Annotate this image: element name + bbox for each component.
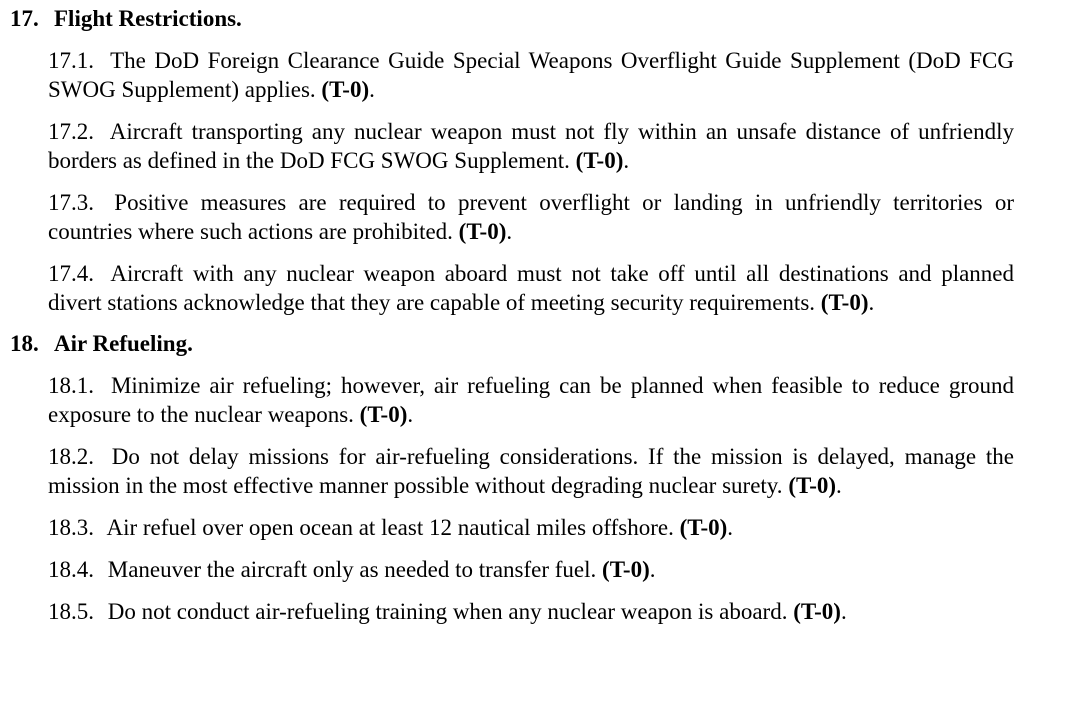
paragraph-number: 17.2. <box>48 119 94 144</box>
paragraph-text: Positive measures are required to prevent overflight or landing in unfriendly territories or countries where such actions are prohibited. <box>48 190 1014 244</box>
paragraph-text: Air refuel over open ocean at least 12 nautical miles offshore. <box>106 515 674 540</box>
paragraph-end: . <box>840 599 847 624</box>
section-title: Flight Restrictions. <box>54 6 242 31</box>
tier-tag: (T-0) <box>575 148 624 173</box>
paragraph-end: . <box>727 515 734 540</box>
section-number: 17. <box>10 6 39 31</box>
section-air-refueling <box>0 329 1088 626</box>
tier-tag: (T-0) <box>788 473 837 498</box>
paragraph-end: . <box>649 557 656 582</box>
paragraph-number: 17.4. <box>48 261 94 286</box>
paragraph-end: . <box>407 402 414 427</box>
section-title: Air Refueling. <box>54 331 193 356</box>
tier-tag: (T-0) <box>359 402 408 427</box>
paragraph-text: Do not conduct air-refueling training when any nuclear weapon is aboard. <box>107 599 788 624</box>
paragraph-text: The DoD Foreign Clearance Guide Special Weapons Overflight Guide Supplement (DoD FCG SWOG Supplement) applies. <box>48 48 1014 102</box>
tier-tag: (T-0) <box>679 515 728 540</box>
tier-tag: (T-0) <box>793 599 841 624</box>
paragraph-text: Maneuver the aircraft only as needed to transfer fuel. <box>107 557 597 582</box>
tier-tag: (T-0) <box>820 290 869 315</box>
paragraph-text: Minimize air refueling; however, air refueling can be planned when feasible to reduce ground exposure to the nuclear weapons. <box>48 373 1014 427</box>
paragraph-18-2 <box>0 442 1014 500</box>
paragraph-text: Aircraft transporting any nuclear weapon must not fly within an unsafe distance of unfriendly borders as defined in the DoD FCG SWOG Supplement. <box>48 119 1014 173</box>
paragraph-number: 18.1. <box>48 373 94 398</box>
paragraph-18-1 <box>0 371 1014 429</box>
paragraph-18-4 <box>0 555 1014 584</box>
paragraph-number: 18.2. <box>48 444 94 469</box>
paragraph-number: 18.5. <box>48 599 94 624</box>
paragraph-17-3 <box>0 188 1014 246</box>
paragraph-17-1 <box>0 46 1014 104</box>
paragraph-end: . <box>836 473 842 498</box>
paragraph-end: . <box>623 148 630 173</box>
paragraph-end: . <box>868 290 875 315</box>
paragraph-text: Do not delay missions for air-refueling considerations. If the mission is delayed, manage the mission in the most effective manner possible without degrading nuclear surety. <box>48 444 1015 498</box>
tier-tag: (T-0) <box>321 77 370 102</box>
section-flight-restrictions <box>0 4 1088 317</box>
paragraph-text: Aircraft with any nuclear weapon aboard must not take off until all destinations and planned divert stations acknowledge that they are capable of meeting security requirements. <box>48 261 1015 315</box>
paragraph-number: 17.3. <box>48 190 94 215</box>
paragraph-number: 18.4. <box>48 557 94 582</box>
paragraph-end: . <box>506 219 513 244</box>
tier-tag: (T-0) <box>458 219 507 244</box>
paragraph-18-3 <box>0 513 1014 542</box>
section-number: 18. <box>10 331 39 356</box>
paragraph-17-4 <box>0 259 1014 317</box>
paragraph-18-5 <box>0 597 1014 626</box>
section-heading <box>0 4 1088 34</box>
tier-tag: (T-0) <box>602 557 650 582</box>
paragraph-number: 17.1. <box>48 48 94 73</box>
paragraph-number: 18.3. <box>48 515 94 540</box>
section-heading <box>0 329 1088 359</box>
paragraph-end: . <box>369 77 375 102</box>
paragraph-17-2 <box>0 117 1014 175</box>
